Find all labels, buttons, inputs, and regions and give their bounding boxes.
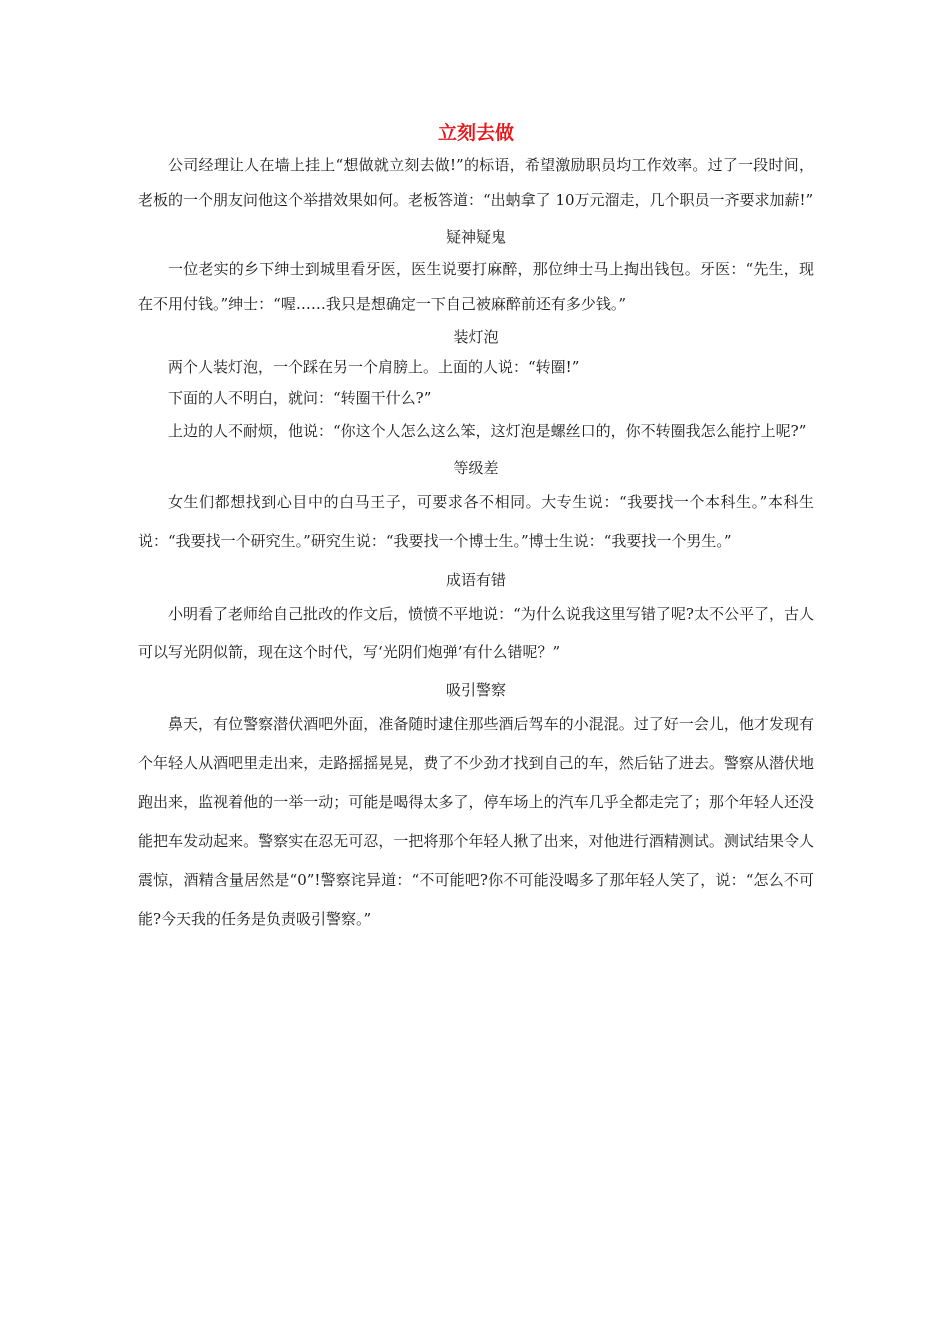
paragraph: 公司经理让人在墙上挂上“想做就立刻去做!”的标语，希望激励职员均工作效率。过了一段时间，老板的一个朋友问他这个举措效果如何。老板答道：“出蚋拿了 10万元溜走，几个职员一齐要求加薪!” bbox=[138, 156, 814, 209]
paragraph: 一位老实的乡下绅士到城里看牙医，医生说要打麻醉，那位绅士马上掏出钱包。牙医：“先生，现在不用付钱。”绅士：“喔……我只是想确定一下自己被麻醉前还有多少钱。” bbox=[138, 260, 814, 313]
section-zhuang-dengpao bbox=[138, 322, 814, 449]
paragraph: 女生们都想找到心目中的白马王子，可要求各不相同。大专生说：“我要找一个本科生。”本科生说：“我要找一个研究生。”研究生说：“我要找一个博士生。”博士生说：“我要找一个男生。” bbox=[138, 493, 814, 550]
paragraph: 两个人装灯泡，一个踩在另一个肩膀上。上面的人说：“转圈!” bbox=[168, 358, 580, 376]
document-body bbox=[138, 118, 814, 939]
paragraph: 小明看了老师给自己批改的作文后，愤愤不平地说：“为什么说我这里写错了呢?太不公平了，古人可以写光阴似箭，现在这个时代，写‘光阴们炮弹’有什么错呢？” bbox=[138, 605, 814, 661]
section-heading: 等级差 bbox=[453, 459, 499, 477]
section-dengji-cha bbox=[138, 453, 814, 561]
document-title: 立刻去做 bbox=[437, 122, 514, 144]
section-chengyu-youcuo bbox=[138, 565, 814, 671]
section-heading: 吸引警察 bbox=[445, 681, 506, 699]
paragraph: 上边的人不耐烦，他说：“你这个人怎么这么笨，这灯泡是螺丝口的，你不转圈我怎么能拧上呢?” bbox=[168, 422, 807, 440]
paragraph: 鼻天，有位警察潜伏酒吧外面，准备随时逮住那些酒后驾车的小混混。过了好一会儿，他才发现有个年轻人从酒吧里走出来，走路摇摇晃晃，费了不少劲才找到自己的车，然后钻了进去。警察从潜伏地跑出来，监视着他的一举一动；可能是喝得太多了，停车场上的汽车几乎全都走完了；那个年轻人还没能把车发动起来。警察实在忍无可忍，一把将那个年轻人揪了出来，对他进行酒精测试。测试结果令人震惊，酒精含量居然是“0”!警察诧异道：“不可能吧?你不可能没喝多了那年轻人笑了，说：“怎么不可能?今天我的任务是负责吸引警察。” bbox=[138, 715, 814, 928]
section-xiyin-jingcha bbox=[138, 675, 814, 939]
section-intro bbox=[138, 148, 814, 218]
section-yishen-yigui bbox=[138, 222, 814, 322]
section-heading: 成语有错 bbox=[445, 571, 506, 589]
section-heading: 装灯泡 bbox=[453, 328, 499, 346]
section-heading: 疑神疑鬼 bbox=[445, 228, 506, 246]
paragraph: 下面的人不明白，就问：“转圈干什么?” bbox=[168, 389, 432, 407]
